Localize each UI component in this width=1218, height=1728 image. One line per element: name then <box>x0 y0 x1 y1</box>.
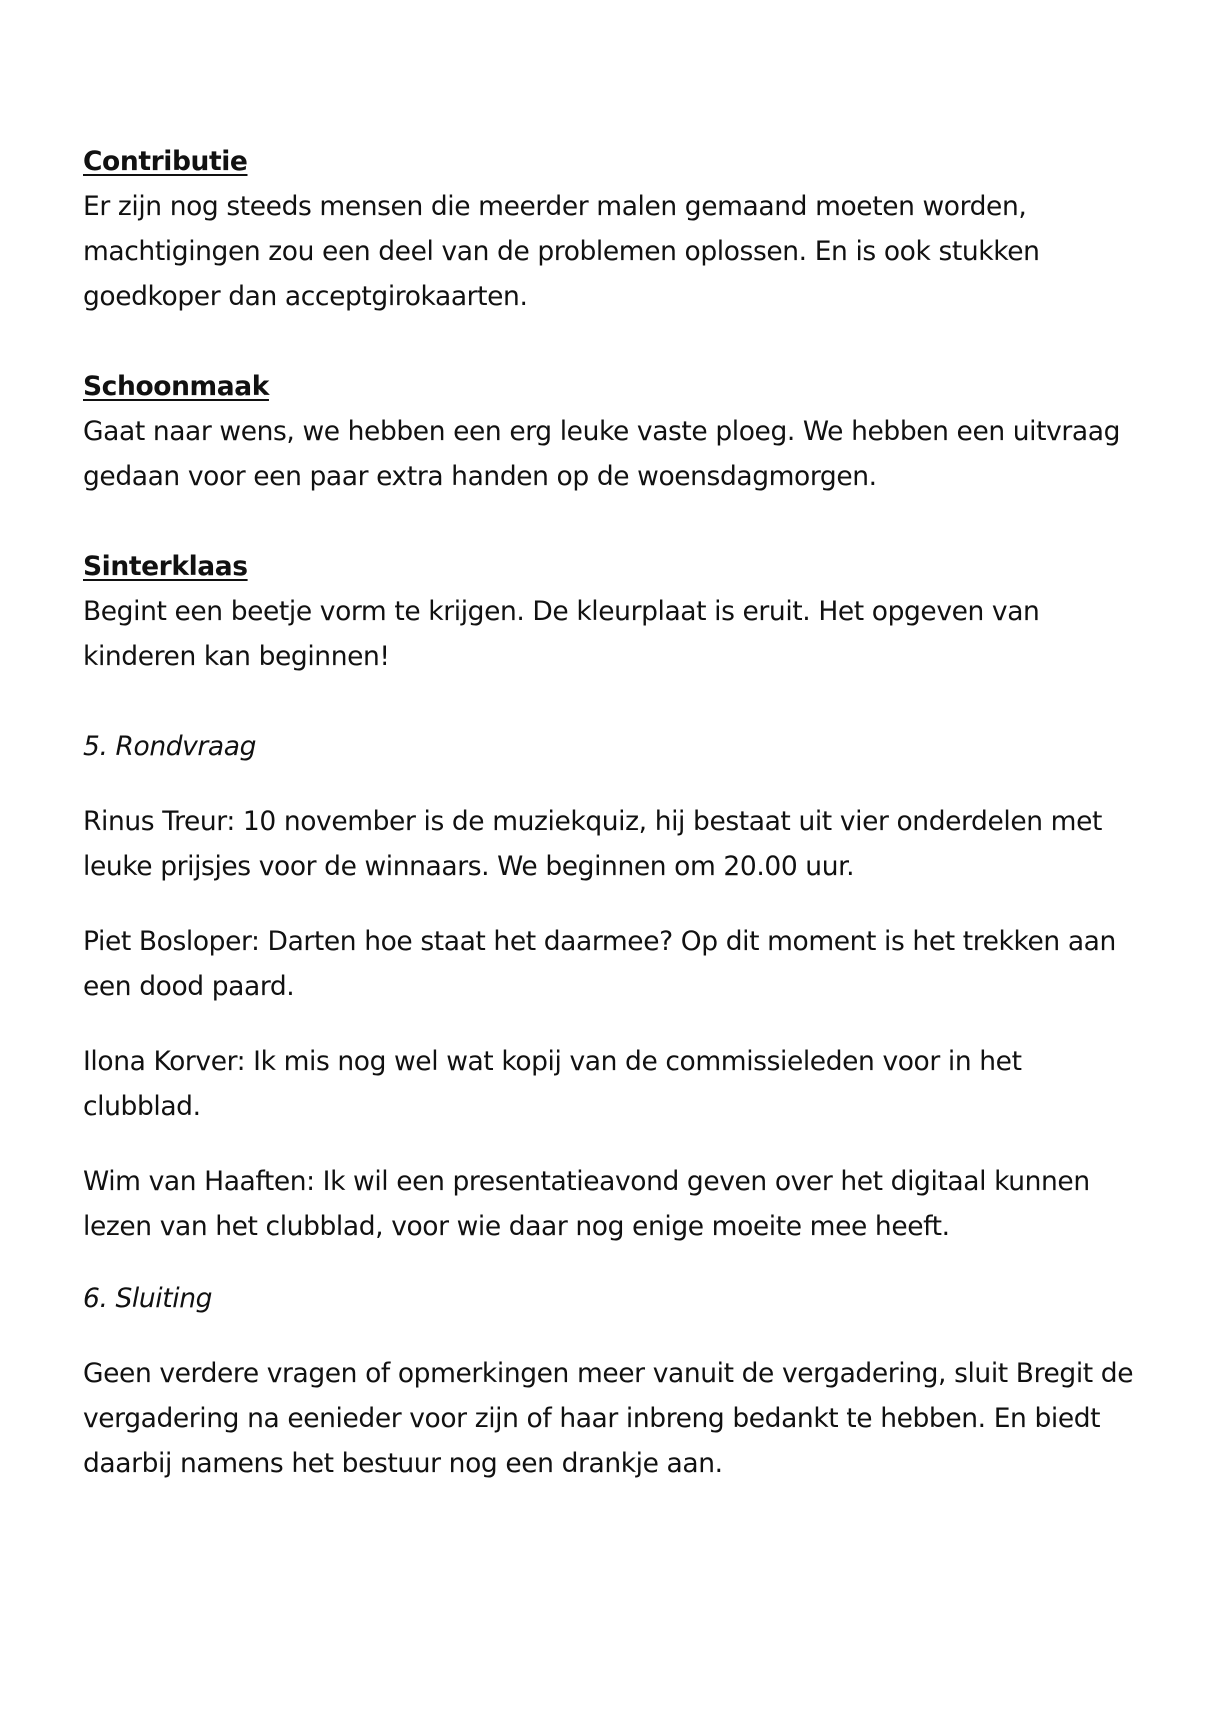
rondvraag-item-line: Ilona Korver: Ik mis nog wel wat kopij van de commissieleden voor in het <box>83 1046 1022 1077</box>
paragraph-line: machtigingen zou een deel van de problemen oplossen. En is ook stukken <box>83 236 1040 267</box>
rondvraag-item-line: Rinus Treur: 10 november is de muziekquiz, hij bestaat uit vier onderdelen met <box>83 806 1102 837</box>
paragraph-line: vergadering na eenieder voor zijn of haar inbreng bedankt te hebben. En biedt <box>83 1403 1101 1434</box>
paragraph-line: daarbij namens het bestuur nog een drankje aan. <box>83 1448 723 1479</box>
rondvraag-item-line: lezen van het clubblad, voor wie daar nog enige moeite mee heeft. <box>83 1211 950 1242</box>
paragraph-line: kinderen kan beginnen! <box>83 641 390 672</box>
section-heading-rondvraag: 5. Rondvraag <box>83 731 257 762</box>
section-heading-contributie: Contributie <box>83 146 248 177</box>
paragraph-line: Er zijn nog steeds mensen die meerder malen gemaand moeten worden, <box>83 191 1027 222</box>
paragraph-line: gedaan voor een paar extra handen op de woensdagmorgen. <box>83 461 877 492</box>
paragraph-line: goedkoper dan acceptgirokaarten. <box>83 281 528 312</box>
rondvraag-item-line: Wim van Haaften: Ik wil een presentatieavond geven over het digitaal kunnen <box>83 1166 1090 1197</box>
paragraph-line: Begint een beetje vorm te krijgen. De kleurplaat is eruit. Het opgeven van <box>83 596 1040 627</box>
rondvraag-item-line: een dood paard. <box>83 971 295 1002</box>
paragraph-line: Gaat naar wens, we hebben een erg leuke vaste ploeg. We hebben een uitvraag <box>83 416 1121 447</box>
rondvraag-item-line: Piet Bosloper: Darten hoe staat het daarmee? Op dit moment is het trekken aan <box>83 926 1116 957</box>
section-heading-schoonmaak: Schoonmaak <box>83 371 269 402</box>
section-heading-sinterklaas: Sinterklaas <box>83 551 248 582</box>
paragraph-line: Geen verdere vragen of opmerkingen meer vanuit de vergadering, sluit Bregit de <box>83 1358 1134 1389</box>
section-heading-sluiting: 6. Sluiting <box>83 1283 213 1314</box>
rondvraag-item-line: clubblad. <box>83 1091 201 1122</box>
rondvraag-item-line: leuke prijsjes voor de winnaars. We beginnen om 20.00 uur. <box>83 851 855 882</box>
